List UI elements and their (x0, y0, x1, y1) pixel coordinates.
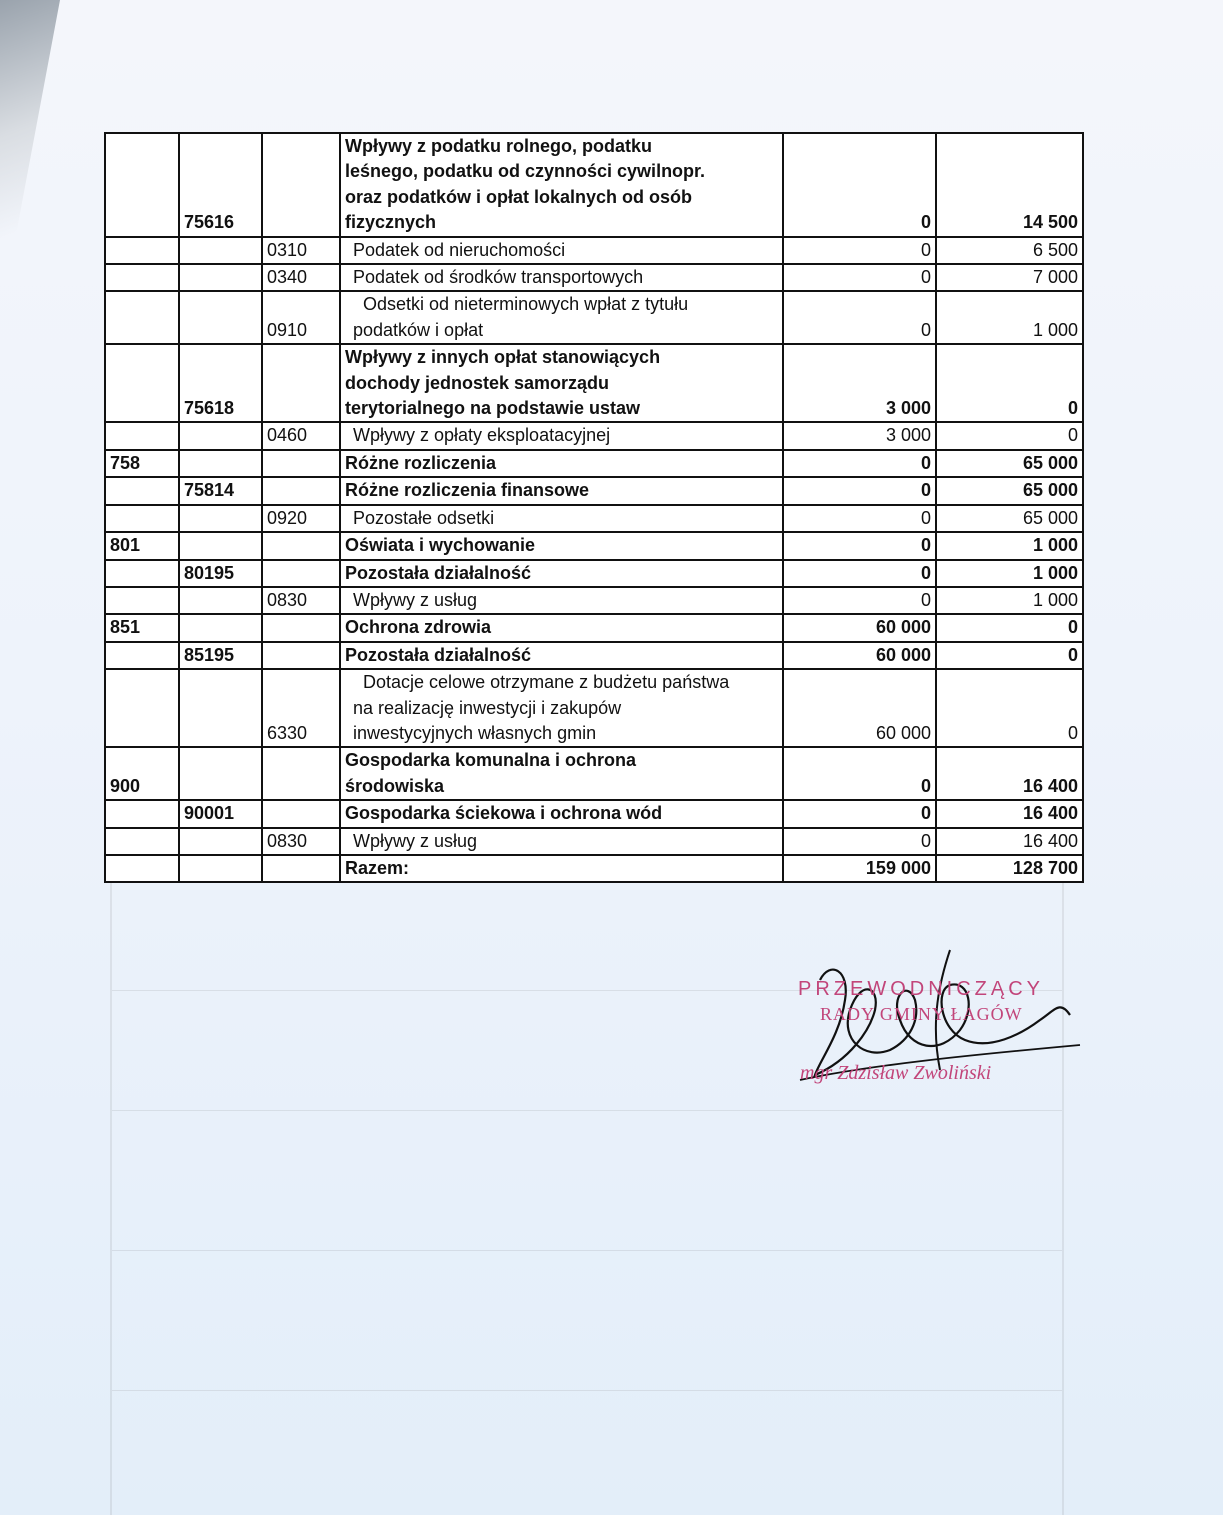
stamp-name: mgr Zdzisław Zwoliński (800, 1062, 992, 1084)
cell-decrease: 0 (783, 800, 936, 827)
cell-rozdzial: 85195 (179, 642, 262, 669)
cell-description: Pozostałe odsetki (340, 505, 783, 532)
cell-paragraf (262, 855, 340, 882)
cell-dzial (105, 422, 179, 449)
cell-decrease: 3 000 (783, 344, 936, 422)
cell-increase: 16 400 (936, 828, 1083, 855)
cell-paragraf (262, 450, 340, 477)
cell-decrease: 60 000 (783, 669, 936, 747)
cell-decrease: 0 (783, 828, 936, 855)
table-row (105, 587, 1083, 614)
cell-rozdzial: 75616 (179, 133, 262, 237)
cell-paragraf (262, 532, 340, 559)
cell-dzial (105, 560, 179, 587)
cell-description: Różne rozliczenia finansowe (340, 477, 783, 504)
cell-paragraf (262, 747, 340, 800)
cell-decrease: 0 (783, 560, 936, 587)
cell-rozdzial: 80195 (179, 560, 262, 587)
cell-paragraf (262, 800, 340, 827)
cell-description: Wpływy z usług (340, 587, 783, 614)
cell-paragraf: 0830 (262, 587, 340, 614)
cell-increase: 0 (936, 642, 1083, 669)
cell-description: Pozostała działalność (340, 560, 783, 587)
table-row (105, 800, 1083, 827)
cell-description: Odsetki od nieterminowych wpłat z tytułu podatków i opłat (340, 291, 783, 344)
cell-dzial (105, 800, 179, 827)
cell-description: Różne rozliczenia (340, 450, 783, 477)
cell-dzial: 801 (105, 532, 179, 559)
table-row (105, 477, 1083, 504)
cell-paragraf: 0920 (262, 505, 340, 532)
cell-decrease: 159 000 (783, 855, 936, 882)
cell-increase: 65 000 (936, 450, 1083, 477)
cell-dzial (105, 828, 179, 855)
cell-decrease: 0 (783, 505, 936, 532)
cell-rozdzial (179, 532, 262, 559)
cell-rozdzial (179, 291, 262, 344)
page-fold-shadow (0, 0, 60, 320)
cell-rozdzial (179, 505, 262, 532)
cell-rozdzial (179, 450, 262, 477)
cell-increase: 1 000 (936, 587, 1083, 614)
cell-paragraf (262, 477, 340, 504)
cell-increase: 14 500 (936, 133, 1083, 237)
cell-dzial: 900 (105, 747, 179, 800)
cell-decrease: 0 (783, 587, 936, 614)
cell-decrease: 0 (783, 747, 936, 800)
table-row (105, 669, 1083, 747)
table-row (105, 505, 1083, 532)
cell-increase: 7 000 (936, 264, 1083, 291)
cell-paragraf: 0310 (262, 237, 340, 264)
table-row (105, 450, 1083, 477)
cell-paragraf: 0460 (262, 422, 340, 449)
table-row (105, 422, 1083, 449)
table-row (105, 264, 1083, 291)
cell-paragraf: 0340 (262, 264, 340, 291)
cell-paragraf (262, 614, 340, 641)
cell-dzial (105, 344, 179, 422)
cell-rozdzial: 75814 (179, 477, 262, 504)
cell-rozdzial (179, 587, 262, 614)
cell-increase: 0 (936, 422, 1083, 449)
table-row (105, 747, 1083, 800)
cell-rozdzial (179, 237, 262, 264)
cell-description: Wpływy z usług (340, 828, 783, 855)
cell-paragraf (262, 560, 340, 587)
cell-dzial (105, 587, 179, 614)
cell-increase: 16 400 (936, 747, 1083, 800)
cell-description: Dotacje celowe otrzymane z budżetu państwa na realizację inwestycji i zakupów inwestycyjnych własnych gmin (340, 669, 783, 747)
cell-description: Pozostała działalność (340, 642, 783, 669)
cell-rozdzial (179, 422, 262, 449)
cell-rozdzial (179, 669, 262, 747)
cell-decrease: 0 (783, 237, 936, 264)
cell-dzial (105, 477, 179, 504)
cell-decrease: 0 (783, 264, 936, 291)
cell-increase: 128 700 (936, 855, 1083, 882)
cell-increase: 1 000 (936, 560, 1083, 587)
cell-rozdzial (179, 614, 262, 641)
cell-paragraf: 0910 (262, 291, 340, 344)
cell-paragraf: 0830 (262, 828, 340, 855)
cell-dzial (105, 669, 179, 747)
cell-rozdzial (179, 855, 262, 882)
stamp-subtitle: RADY GMINY ŁAGÓW (820, 1004, 1023, 1024)
cell-increase: 16 400 (936, 800, 1083, 827)
cell-rozdzial (179, 747, 262, 800)
table-row (105, 133, 1083, 237)
cell-rozdzial: 75618 (179, 344, 262, 422)
cell-increase: 6 500 (936, 237, 1083, 264)
cell-dzial (105, 133, 179, 237)
cell-dzial (105, 264, 179, 291)
cell-increase: 0 (936, 614, 1083, 641)
cell-dzial (105, 505, 179, 532)
cell-description: Gospodarka ściekowa i ochrona wód (340, 800, 783, 827)
cell-description: Wpływy z podatku rolnego, podatku leśnego, podatku od czynności cywilnopr. oraz podatków i opłat lokalnych od osób fizycznych (340, 133, 783, 237)
table-row (105, 291, 1083, 344)
cell-description: Podatek od środków transportowych (340, 264, 783, 291)
cell-decrease: 0 (783, 532, 936, 559)
cell-decrease: 0 (783, 133, 936, 237)
cell-dzial (105, 291, 179, 344)
table-row (105, 614, 1083, 641)
cell-increase: 1 000 (936, 532, 1083, 559)
cell-dzial (105, 642, 179, 669)
cell-dzial (105, 237, 179, 264)
table-row (105, 344, 1083, 422)
table-row (105, 828, 1083, 855)
cell-description: Wpływy z innych opłat stanowiących dochody jednostek samorządu terytorialnego na podstawie ustaw (340, 344, 783, 422)
budget-table (104, 132, 1084, 883)
cell-decrease: 3 000 (783, 422, 936, 449)
table-row (105, 642, 1083, 669)
cell-increase: 0 (936, 344, 1083, 422)
cell-description: Ochrona zdrowia (340, 614, 783, 641)
cell-decrease: 0 (783, 291, 936, 344)
cell-dzial: 851 (105, 614, 179, 641)
cell-dzial (105, 855, 179, 882)
cell-increase: 65 000 (936, 505, 1083, 532)
cell-paragraf (262, 133, 340, 237)
cell-dzial: 758 (105, 450, 179, 477)
cell-increase: 1 000 (936, 291, 1083, 344)
table-row (105, 855, 1083, 882)
table-row (105, 532, 1083, 559)
stamp-title: PRZEWODNICZĄCY (798, 978, 1044, 1000)
cell-paragraf (262, 642, 340, 669)
cell-decrease: 0 (783, 450, 936, 477)
table-row (105, 237, 1083, 264)
budget-table-body (105, 133, 1083, 882)
cell-description: Oświata i wychowanie (340, 532, 783, 559)
cell-rozdzial (179, 264, 262, 291)
cell-decrease: 0 (783, 477, 936, 504)
cell-rozdzial: 90001 (179, 800, 262, 827)
cell-description: Razem: (340, 855, 783, 882)
cell-paragraf (262, 344, 340, 422)
cell-paragraf: 6330 (262, 669, 340, 747)
cell-rozdzial (179, 828, 262, 855)
cell-description: Gospodarka komunalna i ochrona środowiska (340, 747, 783, 800)
cell-decrease: 60 000 (783, 642, 936, 669)
cell-description: Wpływy z opłaty eksploatacyjnej (340, 422, 783, 449)
cell-increase: 65 000 (936, 477, 1083, 504)
cell-increase: 0 (936, 669, 1083, 747)
cell-decrease: 60 000 (783, 614, 936, 641)
cell-description: Podatek od nieruchomości (340, 237, 783, 264)
table-row (105, 560, 1083, 587)
